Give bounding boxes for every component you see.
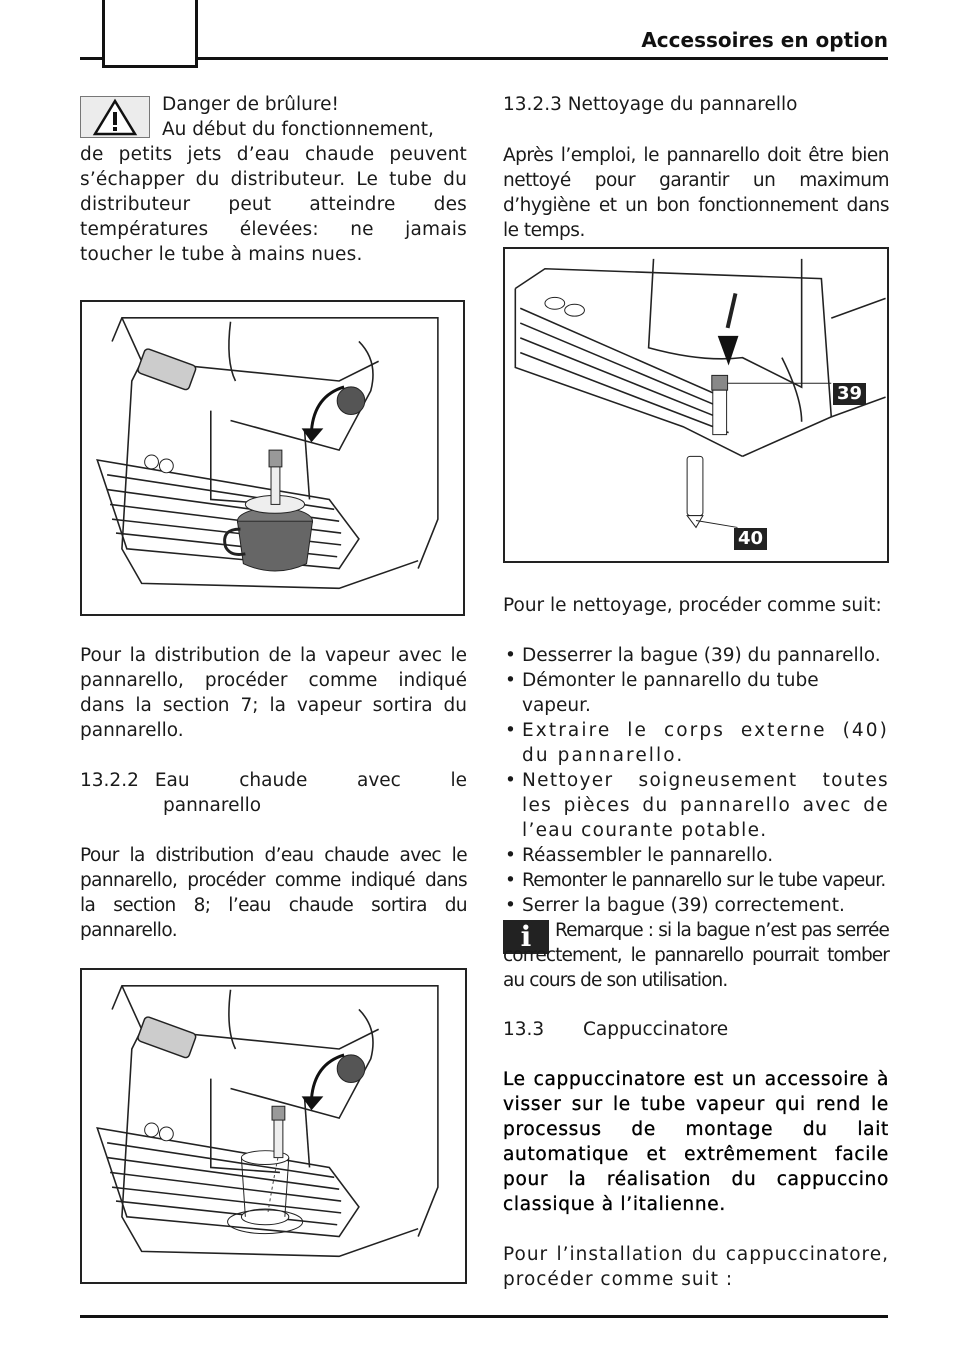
callout-39: 39 [833, 383, 866, 405]
installation-intro: Pour l’installation du cappuccinatore, procéder comme suit : [503, 1244, 889, 1290]
list-item: • Desserrer la bague (39) du pannarello. [505, 645, 881, 666]
cappuccinatore-paragraph: Le cappuccinatore est un accessoire à visser sur le tube vapeur qui rend le processus de montage du lait automatique et extrêmement facile pour la réalisation du cappuccino classique à l’italienne. [503, 1069, 889, 1215]
list-item: • Remonter le pannarello sur le tube vapeur. [505, 870, 886, 891]
cleaning-intro: Après l’emploi, le pannarello doit être bien nettoyé pour garantir un maximum d’hygiène et un bon fonctionnement dans le temps. [503, 145, 889, 241]
warning-text: de petits jets d’eau chaude peuvent s’échapper du distributeur. Le tube du distributeur peut atteindre des températures élevées: ne jamais toucher le tube à mains nues. [80, 144, 467, 265]
footer-rule [80, 1315, 888, 1318]
section-133-number: 13.3 [503, 1019, 545, 1040]
figure-steam-cup [80, 300, 465, 616]
list-item: • Nettoyer soigneusement toutes les pièces du pannarello avec de l’eau courante potable. [505, 770, 889, 841]
list-item: • Démonter le pannarello du tube vapeur. [505, 670, 819, 716]
section-1322-title-line1: Eau chaude avec le [154, 770, 467, 791]
steam-paragraph: Pour la distribution de la vapeur avec le pannarello, procéder comme indiqué dans la section 7; la vapeur sortira du pannarello. [80, 645, 467, 741]
section-1323-title: 13.2.3 Nettoyage du pannarello [503, 94, 798, 115]
warning-triangle-icon [80, 96, 150, 138]
callout-40: 40 [734, 528, 767, 550]
section-header-title: Accessoires en option [641, 28, 888, 52]
cleaning-steps-list [503, 643, 889, 918]
info-icon: i [503, 920, 549, 954]
page-number-tab [102, 0, 198, 68]
figure-hot-water-glass [80, 968, 467, 1284]
list-item: • Serrer la bague (39) correctement. [505, 895, 845, 916]
section-133-title: Cappuccinatore [583, 1019, 729, 1040]
warning-line1: Au début du fonctionnement, [162, 119, 434, 140]
warning-title: Danger de brûlure! [162, 94, 339, 115]
procedure-intro: Pour le nettoyage, procéder comme suit: [503, 595, 882, 616]
hot-water-paragraph: Pour la distribution d’eau chaude avec le pannarello, procéder comme indiqué dans la section 8; l’eau chaude sortira du pannarello. [80, 845, 467, 941]
figure-pannarello-parts [503, 247, 889, 563]
list-item: • Extraire le corps externe (40) du pannarello. [505, 720, 889, 766]
note-text: Remarque : si la bague n’est pas serrée correctement, le pannarello pourrait tomber au cours de son utilisation. [503, 920, 889, 991]
list-item: • Réassembler le pannarello. [505, 845, 774, 866]
section-1322-number: 13.2.2 [80, 770, 139, 791]
header-rule [80, 57, 888, 60]
section-1322-title-line2: pannarello [163, 795, 262, 816]
